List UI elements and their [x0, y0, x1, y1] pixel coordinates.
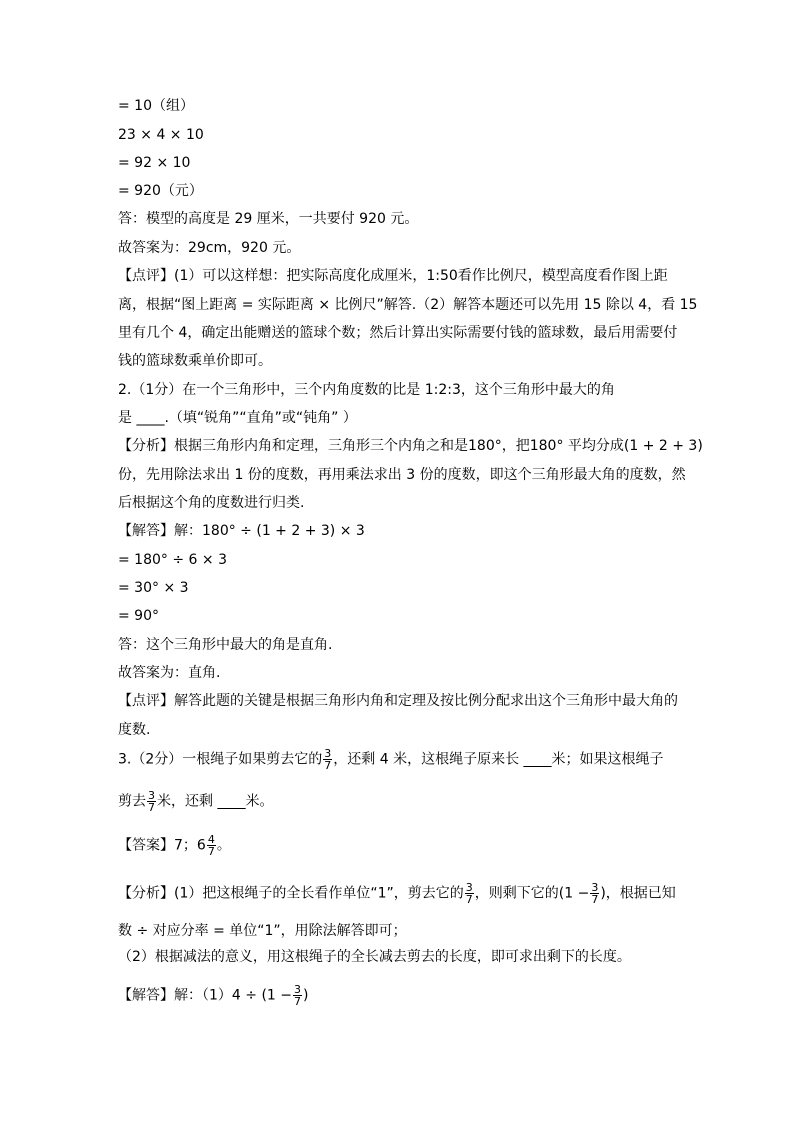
answer-line: 答：这个三角形中最大的角是直角.	[118, 637, 333, 653]
calc-line: = 90°	[118, 608, 159, 624]
answer-line: 故答案为：直角.	[118, 665, 221, 681]
fraction	[207, 834, 216, 857]
fraction-denominator: 7	[207, 845, 215, 858]
fraction-numerator: 4	[207, 833, 215, 846]
calc-line: = 920（元）	[118, 183, 203, 199]
analysis-line: 【分析】根据三角形内角和定理，三角形三个内角之和是180°，把180° 平均分成(1 + 2 + 3)	[118, 438, 703, 454]
q3-text: ，还剩 4 米，这根绳子原来长 ____米；如果这根绳子	[333, 751, 664, 768]
solution-text: )	[303, 987, 309, 1004]
question-2-line: 2.（1分）在一个三角形中，三个内角度数的比是 1:2:3，这个三角形中最大的角	[118, 382, 615, 398]
mixed-number	[197, 834, 217, 857]
analysis-line: 份，先用除法求出 1 份的度数，再用乘法求出 3 份的度数，即这个三角形最大角的度数，然	[118, 467, 686, 483]
calc-line: = 180° ÷ 6 × 3	[118, 552, 227, 568]
answer-label: 【答案】7；	[118, 837, 197, 854]
q3-text: 米，还剩 ____米。	[157, 793, 274, 810]
fraction-denominator: 7	[465, 893, 473, 906]
answer-line	[118, 834, 231, 857]
fraction-numerator: 3	[148, 789, 155, 802]
calc-line: = 92 × 10	[118, 155, 191, 171]
fraction-denominator: 7	[324, 759, 332, 772]
analysis-line: （2）根据减法的意义，用这根绳子的全长减去剪去的长度，即可求出剩下的长度。	[118, 949, 631, 965]
question-3-line	[118, 790, 273, 813]
fraction-numerator: 3	[324, 747, 332, 760]
fraction	[323, 748, 332, 771]
comment-line: 钱的篮球数乘单价即可。	[118, 353, 272, 369]
question-3-line	[118, 748, 664, 771]
calc-line: = 30° × 3	[118, 580, 189, 596]
answer-line: 答：模型的高度是 29 厘米，一共要付 920 元。	[118, 211, 419, 227]
solution-line: 【解答】解：180° ÷ (1 + 2 + 3) × 3	[118, 523, 365, 539]
fraction-numerator: 3	[465, 881, 473, 894]
fraction-denominator: 7	[591, 893, 599, 906]
comment-line: 【点评】(1）可以这样想：把实际高度化成厘米，1:50看作比例尺，模型高度看作图上距	[118, 268, 668, 284]
fraction-numerator: 3	[591, 881, 599, 894]
question-2-line: 是 ____.（填“锐角”“直角”或“钝角” ）	[118, 410, 357, 426]
analysis-line: 数 ÷ 对应分率 = 单位“1”，用除法解答即可；	[118, 923, 407, 939]
q3-text: 剪去	[118, 793, 146, 810]
solution-line	[118, 984, 308, 1007]
fraction-denominator: 7	[294, 995, 301, 1008]
solution-text: 【解答】解：（1）4 ÷ (1 −	[118, 987, 292, 1004]
comment-line: 里有几个 4，确定出能赠送的篮球个数；然后计算出实际需要付钱的篮球数，最后用需要付	[118, 325, 678, 341]
fraction	[465, 882, 474, 905]
fraction-numerator: 3	[294, 983, 301, 996]
q3-text: 3.（2分）一根绳子如果剪去它的	[118, 751, 323, 768]
calc-line: = 10（组）	[118, 98, 194, 114]
comment-line: 离，根据“图上距离 = 实际距离 × 比例尺”解答.（2）解答本题还可以先用 15 除以 4，看 15	[118, 297, 698, 313]
comment-line: 【点评】解答此题的关键是根据三角形内角和定理及按比例分配求出这个三角形中最大角的	[118, 693, 678, 709]
fraction	[147, 790, 156, 813]
calc-line: 23 × 4 × 10	[118, 127, 204, 143]
answer-end: 。	[216, 837, 231, 854]
analysis-line: 后根据这个角的度数进行归类.	[118, 495, 305, 511]
answer-line: 故答案为：29cm，920 元。	[118, 240, 301, 256]
analysis-text: ，则剩下它的(1 −	[474, 885, 590, 902]
analysis-line	[118, 882, 676, 905]
comment-line: 度数.	[118, 722, 151, 738]
fraction	[293, 984, 302, 1007]
fraction	[590, 882, 599, 905]
fraction-denominator: 7	[148, 801, 155, 814]
analysis-text: )，根据已知	[600, 885, 676, 902]
mixed-whole: 6	[196, 837, 206, 854]
analysis-text: 【分析】(1）把这根绳子的全长看作单位“1”，剪去它的	[118, 885, 464, 902]
